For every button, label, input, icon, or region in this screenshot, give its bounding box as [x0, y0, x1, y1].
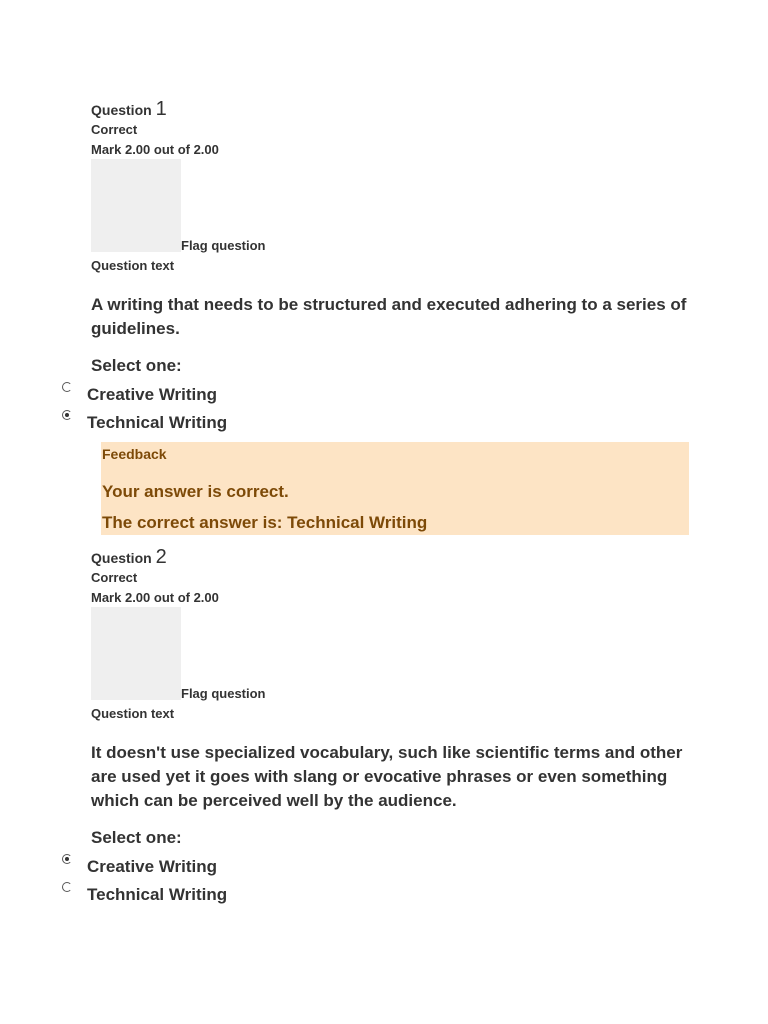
flag-icon[interactable] [91, 607, 181, 700]
answer-option-creative-writing[interactable] [62, 854, 362, 880]
radio-button[interactable] [62, 882, 72, 892]
question-heading-label: Question [91, 550, 152, 566]
question-state: Correct [91, 570, 138, 585]
question-heading [91, 96, 167, 123]
question-grade: Mark 2.00 out of 2.00 [91, 142, 219, 157]
question-grade: Mark 2.00 out of 2.00 [91, 590, 219, 605]
radio-button-checked[interactable] [62, 410, 72, 420]
feedback-heading: Feedback [102, 446, 167, 462]
feedback-panel [101, 442, 689, 535]
question-heading-label: Question [91, 102, 152, 118]
flag-question-link[interactable]: Flag question [181, 686, 266, 701]
question-text: A writing that needs to be structured and executed adhering to a series of guidelines. [91, 295, 687, 338]
select-one-prompt: Select one: [91, 356, 182, 375]
radio-button-checked[interactable] [62, 854, 72, 864]
flag-icon[interactable] [91, 159, 181, 252]
radio-button[interactable] [62, 382, 72, 392]
answer-option-label[interactable]: Creative Writing [87, 857, 218, 876]
question-text-label: Question text [91, 706, 175, 721]
question-heading [91, 544, 167, 571]
feedback-result: Your answer is correct. [102, 482, 289, 501]
question-number: 1 [155, 98, 167, 120]
answer-option-technical-writing[interactable] [62, 882, 362, 908]
answer-option-creative-writing[interactable] [62, 382, 362, 408]
select-one-prompt: Select one: [91, 828, 182, 847]
question-text: It doesn't use specialized vocabulary, such like scientific terms and other are used yet it goes with slang or evocative phrases or even something which can be perceived well by the audience. [91, 743, 683, 810]
answer-option-label[interactable]: Technical Writing [87, 413, 228, 432]
question-text-label: Question text [91, 258, 175, 273]
flag-question-link[interactable]: Flag question [181, 238, 266, 253]
answer-option-label[interactable]: Creative Writing [87, 385, 218, 404]
answer-option-technical-writing[interactable] [62, 410, 362, 436]
answer-option-label[interactable]: Technical Writing [87, 885, 228, 904]
question-state: Correct [91, 122, 138, 137]
question-number: 2 [155, 546, 167, 568]
feedback-correct-answer: The correct answer is: Technical Writing [102, 513, 428, 532]
